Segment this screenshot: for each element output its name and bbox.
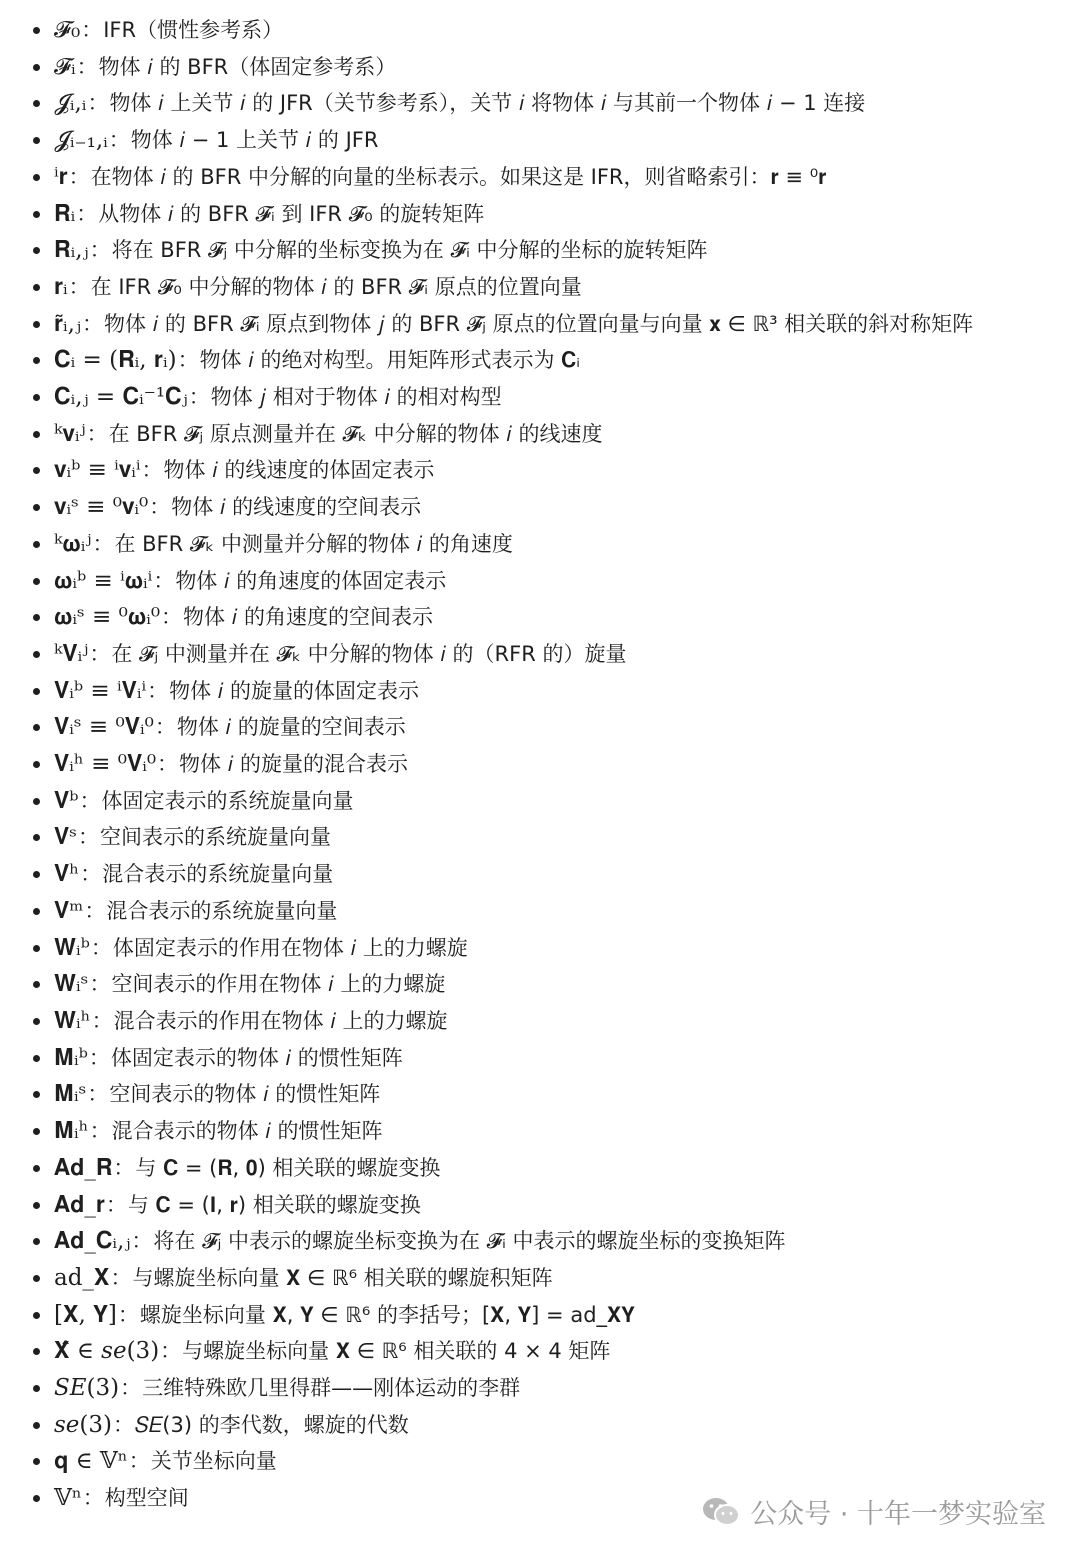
notation-symbol: 𝐕ᵢᵇ ≡ ⁱ𝐕ᵢⁱ: [54, 677, 147, 704]
notation-item: [0, 599, 1080, 636]
notation-description: 与螺旋坐标向量 𝐗 ∈ ℝ⁶ 相关联的螺旋积矩阵: [132, 1265, 553, 1290]
notation-item: [0, 856, 1080, 893]
notation-symbol: 𝓙ᵢ,ᵢ: [54, 90, 87, 117]
notation-item: [0, 1187, 1080, 1224]
notation-item: [0, 269, 1080, 306]
notation-symbol: 𝐑ᵢ,ⱼ: [54, 237, 89, 264]
notation-description: 与 𝐂 = (𝐑, 𝟎) 相关联的螺旋变换: [135, 1155, 441, 1180]
notation-symbol: 𝐂ᵢ,ⱼ = 𝐂ᵢ⁻¹𝐂ⱼ: [54, 384, 188, 411]
notation-item: [0, 12, 1080, 49]
notation-symbol: 𝑆𝐸(3): [54, 1375, 120, 1402]
notation-item: [0, 1297, 1080, 1334]
wechat-icon: [702, 1496, 740, 1528]
notation-description: 物体 𝑖 的角速度的空间表示: [183, 605, 433, 630]
notation-item: [0, 1333, 1080, 1370]
separator: ：: [149, 495, 171, 520]
separator: ：: [80, 862, 102, 887]
notation-symbol: ᵏ𝐕ᵢʲ: [54, 640, 89, 667]
notation-symbol: 𝐕ᵐ: [54, 897, 84, 924]
notation-description: 螺旋坐标向量 𝐗, 𝐘 ∈ ℝ⁶ 的李括号；[𝐗, 𝐘] = ad_𝐗𝐘: [139, 1302, 635, 1327]
notation-item: [0, 342, 1080, 379]
notation-item: [0, 232, 1080, 269]
separator: ：: [78, 825, 99, 850]
notation-symbol: 𝐑ᵢ: [54, 200, 76, 227]
notation-item: [0, 1407, 1080, 1444]
notation-description: 混合表示的系统旋量向量: [102, 862, 334, 887]
separator: ：: [128, 1449, 150, 1474]
notation-description: 将在 𝓕ⱼ 中表示的螺旋坐标变换为在 𝓕ᵢ 中表示的螺旋坐标的变换矩阵: [153, 1229, 786, 1254]
separator: ：: [131, 1229, 153, 1254]
notation-symbol: 𝐂ᵢ = (𝐑ᵢ, 𝐫ᵢ): [54, 347, 177, 374]
notation-description: 物体 𝑗 相对于物体 𝑖 的相对构型: [210, 385, 502, 410]
notation-symbol: 𝐀𝐝_𝐫: [54, 1191, 105, 1218]
watermark-text: 公众号 · 十年一梦实验室: [750, 1499, 1046, 1530]
separator: ：: [84, 898, 106, 923]
notation-description: 空间表示的作用在物体 𝑖 上的力螺旋: [111, 972, 446, 997]
separator: ：: [89, 641, 111, 666]
notation-description: 混合表示的物体 𝑖 的惯性矩阵: [111, 1119, 383, 1144]
separator: ：: [82, 1486, 104, 1511]
notation-description: 在 BFR 𝓕ⱼ 原点测量并在 𝓕ₖ 中分解的物体 𝑖 的线速度: [108, 421, 603, 446]
notation-description: IFR（惯性参考系）: [103, 18, 284, 42]
notation-symbol: 𝐖ᵢʰ: [54, 1007, 91, 1034]
notation-item: [0, 783, 1080, 820]
separator: ：: [110, 1265, 132, 1290]
separator: ：: [113, 1155, 135, 1180]
notation-item: [0, 489, 1080, 526]
notation-item: [0, 673, 1080, 710]
separator: ：: [76, 54, 98, 79]
notation-item: [0, 416, 1080, 453]
notation-symbol: ⁱ𝐫: [54, 163, 68, 190]
notation-symbol: 𝐕ᵢʰ ≡ ⁰𝐕ᵢ⁰: [54, 751, 157, 778]
notation-description: 物体 𝑖 的角速度的体固定表示: [175, 568, 447, 593]
notation-item: [0, 1003, 1080, 1040]
notation-item: [0, 1150, 1080, 1187]
notation-item: [0, 452, 1080, 489]
separator: ：: [160, 1339, 182, 1364]
notation-symbol: 𝛚ᵢᵇ ≡ ⁱ𝛚ᵢⁱ: [54, 567, 153, 594]
notation-symbol: 𝛚ᵢˢ ≡ ⁰𝛚ᵢ⁰: [54, 604, 161, 631]
notation-description: 物体 𝑖 − 1 上关节 𝑖 的 JFR: [130, 128, 379, 153]
notation-item: [0, 122, 1080, 159]
notation-description: 体固定表示的系统旋量向量: [101, 788, 354, 813]
separator: ：: [79, 788, 101, 813]
separator: ：: [90, 935, 112, 960]
notation-description: 与 𝐂 = (𝐈, 𝐫) 相关联的螺旋变换: [127, 1192, 421, 1217]
notation-symbol: 𝓕₀: [54, 17, 81, 43]
separator: ：: [82, 311, 104, 336]
notation-item: [0, 85, 1080, 122]
notation-symbol: 𝐕ˢ: [54, 824, 77, 851]
notation-item: [0, 1443, 1080, 1480]
notation-symbol: 𝐫ᵢ: [54, 273, 68, 300]
separator: ：: [88, 1045, 110, 1070]
separator: ：: [188, 385, 210, 410]
separator: ：: [89, 1119, 111, 1144]
notation-description: 将在 BFR 𝓕ⱼ 中分解的坐标变换为在 𝓕ᵢ 中分解的坐标的旋转矩阵: [111, 238, 708, 263]
notation-item: [0, 196, 1080, 233]
notation-description: 物体 𝑖 的旋量的混合表示: [179, 752, 408, 777]
notation-description: 物体 𝑖 的旋量的体固定表示: [169, 678, 420, 703]
notation-description: 物体 𝑖 的 BFR 𝓕ᵢ 原点到物体 𝑗 的 BFR 𝓕ⱼ 原点的位置向量与向量 𝐱 ∈ ℝ³ 相关联的斜对称矩阵: [104, 311, 974, 336]
notation-symbol: 𝐯ᵢˢ ≡ ⁰𝐯ᵢ⁰: [54, 494, 149, 521]
notation-item: [0, 306, 1080, 343]
notation-item: [0, 526, 1080, 563]
notation-item: [0, 1076, 1080, 1113]
notation-description: 物体 𝑖 的 BFR（体固定参考系）: [98, 54, 397, 79]
separator: ：: [161, 605, 183, 630]
notation-item: [0, 1260, 1080, 1297]
notation-description: 体固定表示的物体 𝑖 的惯性矩阵: [110, 1045, 403, 1070]
notation-description: 混合表示的系统旋量向量: [106, 898, 338, 923]
separator: ：: [87, 91, 109, 116]
notation-item: [0, 966, 1080, 1003]
notation-item: [0, 636, 1080, 673]
notation-symbol: ᵏ𝐯ᵢʲ: [54, 420, 86, 447]
notation-description: 物体 𝑖 的线速度的体固定表示: [163, 458, 435, 483]
notation-item: [0, 930, 1080, 967]
notation-description: 物体 𝑖 的线速度的空间表示: [171, 495, 422, 520]
separator: ：: [87, 1082, 109, 1107]
notation-description: 从物体 𝑖 的 BFR 𝓕ᵢ 到 IFR 𝓕₀ 的旋转矩阵: [98, 201, 485, 226]
notation-description: 物体 𝑖 上关节 𝑖 的 JFR（关节参考系），关节 𝑖 将物体 𝑖 与其前一个物体 𝑖 − 1 连接: [109, 91, 866, 116]
separator: ：: [120, 1376, 142, 1401]
notation-symbol: 𝐫̃ᵢ,ⱼ: [54, 310, 82, 337]
notation-symbol: 𝐌ᵢˢ: [54, 1081, 87, 1108]
separator: ：: [91, 1008, 113, 1033]
notation-item: [0, 893, 1080, 930]
notation-symbol: 𝓙ᵢ₋₁,ᵢ: [54, 127, 108, 154]
notation-symbol: 𝐀𝐝_𝐂ᵢ,ⱼ: [54, 1228, 131, 1255]
separator: ：: [154, 715, 176, 740]
notation-symbol: 𝑠𝑒(3): [54, 1411, 112, 1438]
separator: ：: [117, 1302, 139, 1327]
notation-item: [0, 709, 1080, 746]
separator: ：: [68, 164, 90, 189]
notation-description: 在 𝓕ⱼ 中测量并在 𝓕ₖ 中分解的物体 𝑖 的（RFR 的）旋量: [111, 641, 627, 666]
separator: ：: [177, 348, 199, 373]
notation-symbol: [𝐗, 𝐘]: [54, 1301, 117, 1328]
notation-description: 空间表示的系统旋量向量: [100, 825, 331, 850]
notation-item: [0, 1113, 1080, 1150]
notation-description: 与螺旋坐标向量 𝐗 ∈ ℝ⁶ 相关联的 4 × 4 矩阵: [182, 1339, 611, 1364]
notation-item: [0, 819, 1080, 856]
notation-item: [0, 379, 1080, 416]
notation-description: 在物体 𝑖 的 BFR 中分解的向量的坐标表示。如果这是 IFR，则省略索引：𝐫 ≡ ⁰𝐫: [90, 164, 827, 189]
notation-description: 混合表示的作用在物体 𝑖 上的力螺旋: [113, 1008, 448, 1033]
notation-item: [0, 1040, 1080, 1077]
notation-description: 空间表示的物体 𝑖 的惯性矩阵: [109, 1082, 381, 1107]
notation-description: 构型空间: [104, 1486, 189, 1511]
separator: ：: [76, 201, 98, 226]
notation-symbol: 𝐕ᵢˢ ≡ ⁰𝐕ᵢ⁰: [54, 714, 154, 741]
notation-symbol: 𝐗̂ ∈ 𝑠𝑒(3): [54, 1338, 160, 1365]
notation-symbol: ad_𝐗: [54, 1264, 110, 1291]
notation-item: [0, 49, 1080, 86]
separator: ：: [147, 678, 169, 703]
separator: ：: [92, 531, 114, 556]
notation-item: [0, 746, 1080, 783]
watermark: [702, 1492, 1046, 1531]
notation-item: [0, 159, 1080, 196]
notation-symbol: 𝐖ᵢˢ: [54, 971, 89, 998]
notation-symbol: 𝐕ᵇ: [54, 787, 79, 814]
separator: ：: [113, 1412, 134, 1437]
separator: ：: [153, 568, 175, 593]
separator: ：: [68, 274, 90, 299]
separator: ：: [141, 458, 163, 483]
notation-description: 体固定表示的作用在物体 𝑖 上的力螺旋: [112, 935, 468, 960]
notation-description: 𝑆𝐸(3) 的李代数，螺旋的代数: [135, 1412, 409, 1437]
separator: ：: [105, 1192, 127, 1217]
notation-item: [0, 563, 1080, 600]
separator: ：: [81, 18, 103, 42]
notation-description: 物体 𝑖 的旋量的空间表示: [176, 715, 406, 740]
separator: ：: [89, 238, 111, 263]
separator: ：: [89, 972, 111, 997]
notation-symbol: 𝐖ᵢᵇ: [54, 934, 90, 961]
notation-symbol: 𝐕ʰ: [54, 861, 80, 888]
notation-symbol: 𝐌ᵢʰ: [54, 1118, 89, 1145]
separator: ：: [157, 752, 179, 777]
separator: ：: [108, 128, 130, 153]
notation-symbol: 𝓕ᵢ: [54, 53, 76, 80]
notation-description: 三维特殊欧几里得群——刚体运动的李群: [142, 1376, 521, 1401]
notation-symbol: 𝕍ⁿ: [54, 1485, 82, 1512]
notation-symbol: 𝐯ᵢᵇ ≡ ⁱ𝐯ᵢⁱ: [54, 457, 141, 484]
notation-symbol: 𝐀𝐝_𝐑: [54, 1154, 113, 1181]
notation-symbol: 𝐪 ∈ 𝕍ⁿ: [54, 1448, 128, 1475]
notation-description: 关节坐标向量: [150, 1449, 277, 1474]
notation-item: [0, 1223, 1080, 1260]
notation-description: 在 IFR 𝓕₀ 中分解的物体 𝑖 的 BFR 𝓕ᵢ 原点的位置向量: [90, 274, 582, 299]
separator: ：: [86, 421, 108, 446]
notation-symbol: ᵏ𝛚ᵢʲ: [54, 530, 92, 557]
notation-item: [0, 1370, 1080, 1407]
notation-description: 物体 𝑖 的绝对构型。用矩阵形式表示为 𝐂ᵢ: [199, 348, 581, 373]
notation-symbol: 𝐌ᵢᵇ: [54, 1044, 88, 1071]
notation-description: 在 BFR 𝓕ₖ 中测量并分解的物体 𝑖 的角速度: [114, 531, 513, 556]
